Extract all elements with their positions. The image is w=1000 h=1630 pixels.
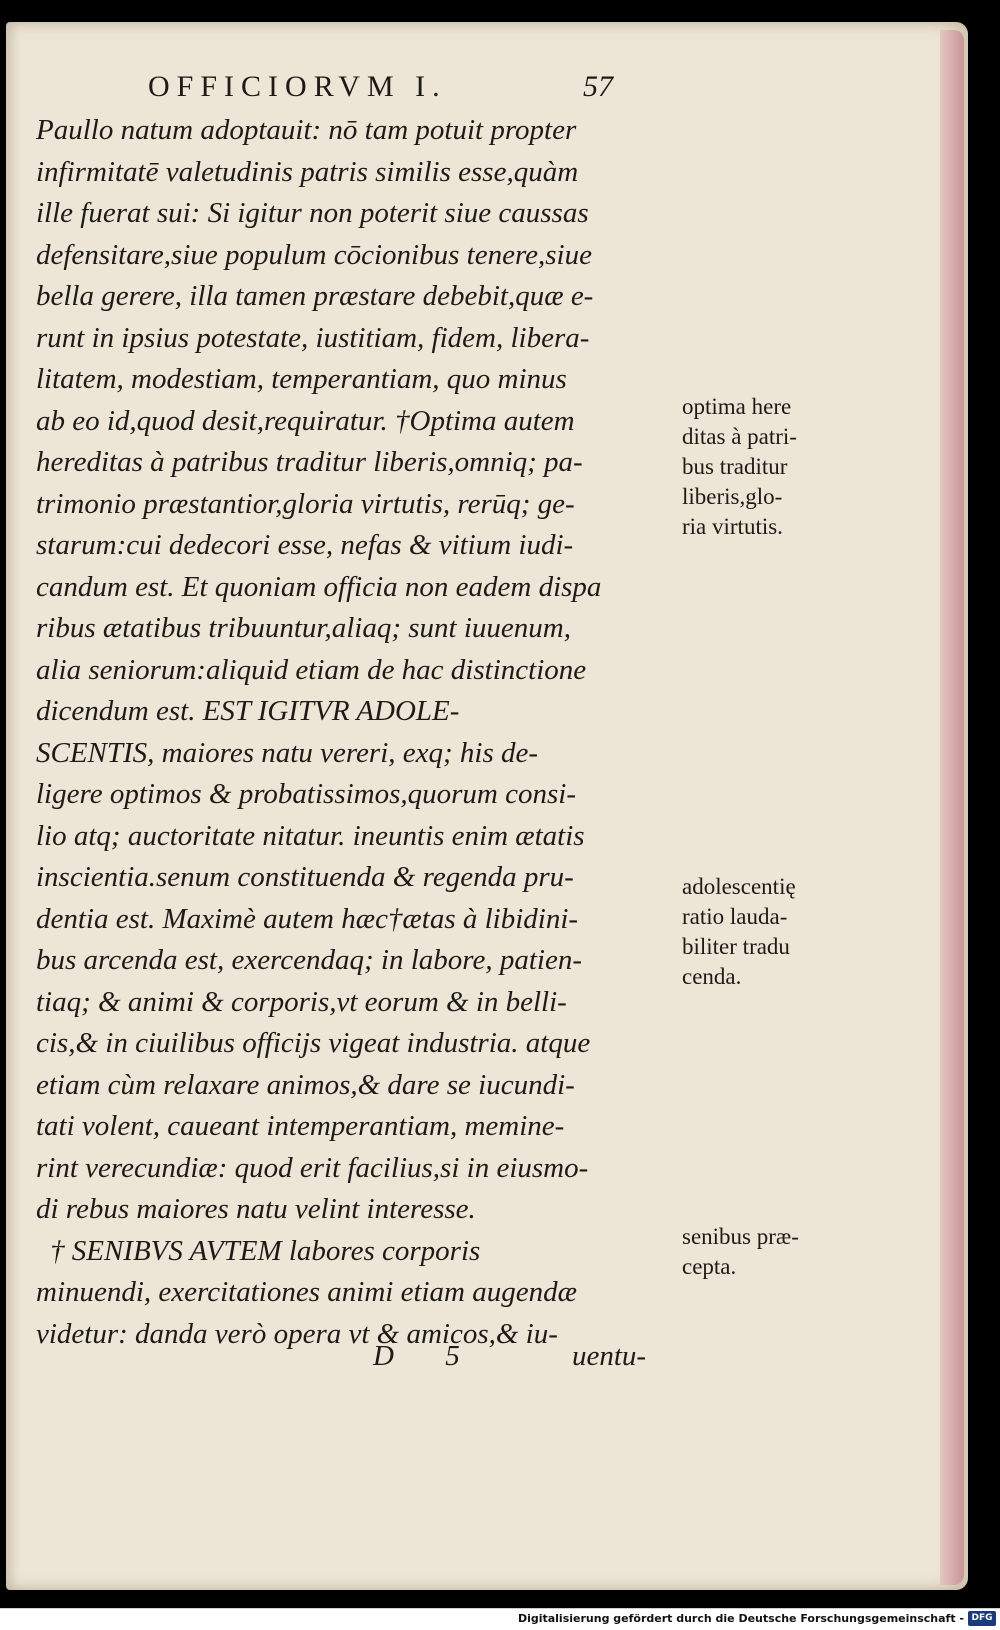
text-line: cis,& in ciuilibus officijs vigeat industria. atque <box>36 1027 591 1059</box>
text-line: rint verecundiæ: quod erit facilius,si in eiusmo- <box>36 1151 589 1184</box>
text-line: dentia est. Maximè autem hæc†ætas à libidini- <box>36 902 579 935</box>
text-line: inscientia.senum constituenda & regenda pru- <box>36 861 574 893</box>
funding-credit: Digitalisierung gefördert durch die Deutsche Forschungsgemeinschaft - <box>517 1612 964 1625</box>
marginal-note-line: optima here <box>682 394 792 419</box>
text-line: litatem, modestiam, temperantiam, quo minus <box>36 363 567 395</box>
text-line: bella gerere, illa tamen præstare debebit,quæ e- <box>36 280 594 312</box>
marginal-note-line: ditas à patri- <box>682 424 797 449</box>
text-line: SCENTIS, maiores natu vereri, exq; his de- <box>36 736 539 769</box>
text-line: videtur: danda verò opera vt & amicos,& iu- <box>36 1317 558 1350</box>
main-text-block <box>36 110 676 1355</box>
text-line: defensitare,siue populum cōcionibus tenere,siue <box>36 238 592 271</box>
text-line: starum:cui dedecori esse, nefas & vitium iudi- <box>36 529 574 561</box>
marginal-note-line: cenda. <box>682 964 742 989</box>
text-line: tati volent, caueant intemperantiam, memine- <box>36 1110 565 1142</box>
dfg-logo: DFG <box>968 1611 996 1626</box>
marginal-note-1 <box>682 392 852 542</box>
page-number: 57 <box>583 70 613 103</box>
text-line: ribus ætatibus tribuuntur,aliaq; sunt iuuenum, <box>36 612 571 644</box>
marginal-note-line: ratio lauda- <box>682 904 788 929</box>
marginal-note-line: liberis,glo- <box>682 484 783 509</box>
text-line: tiaq; & animi & corporis,vt eorum & in belli- <box>36 985 567 1018</box>
text-line: ab eo id,quod desit,requiratur. †Optima autem <box>36 404 575 437</box>
text-line: hereditas à patribus traditur liberis,omniq; pa- <box>36 446 583 478</box>
text-line: etiam cùm relaxare animos,& dare se iucundi- <box>36 1068 575 1101</box>
signature-mark: D 5 <box>373 1340 482 1372</box>
marginal-note-line: ria virtutis. <box>682 514 783 539</box>
marginal-note-line: cepta. <box>682 1254 737 1279</box>
text-line: minuendi, exercitationes animi etiam augendæ <box>36 1276 577 1308</box>
text-line: infirmitatē valetudinis patris similis esse,quàm <box>36 155 579 188</box>
running-title: OFFICIORVM I. <box>148 70 447 103</box>
text-line: † SENIBVS AVTEM labores corporis <box>50 1234 481 1267</box>
marginal-note-line: adolescentię <box>682 874 796 899</box>
text-line: trimonio præstantior,gloria virtutis, rerūq; ge- <box>36 487 575 520</box>
text-line: lio atq; auctoritate nitatur. ineuntis enim ætatis <box>36 819 585 852</box>
text-line: ligere optimos & probatissimos,quorum consi- <box>36 778 576 810</box>
text-line: alia seniorum:aliquid etiam de hac distinctione <box>36 653 587 686</box>
text-line: candum est. Et quoniam officia non eadem dispa <box>36 570 602 603</box>
marginal-note-3 <box>682 1222 852 1282</box>
footer-bar <box>0 1608 1000 1630</box>
catchword: uentu- <box>572 1340 647 1372</box>
marginal-note-line: senibus præ- <box>682 1224 799 1249</box>
text-line: di rebus maiores natu velint interesse. <box>36 1193 476 1225</box>
marginal-note-line: biliter tradu <box>682 934 790 959</box>
signature-line <box>36 1340 676 1380</box>
text-line: bus arcenda est, exercendaq; in labore, patien- <box>36 944 583 976</box>
text-line: runt in ipsius potestate, iustitiam, fidem, libera- <box>36 321 590 354</box>
marginal-note-2 <box>682 872 852 992</box>
text-line: Paullo natum adoptauit: nō tam potuit propter <box>36 114 577 146</box>
text-line: dicendum est. EST IGITVR ADOLE- <box>36 695 460 727</box>
marginal-note-line: bus traditur <box>682 454 788 479</box>
page-edge <box>940 30 964 1585</box>
text-line: ille fuerat sui: Si igitur non poterit siue caussas <box>36 197 589 229</box>
